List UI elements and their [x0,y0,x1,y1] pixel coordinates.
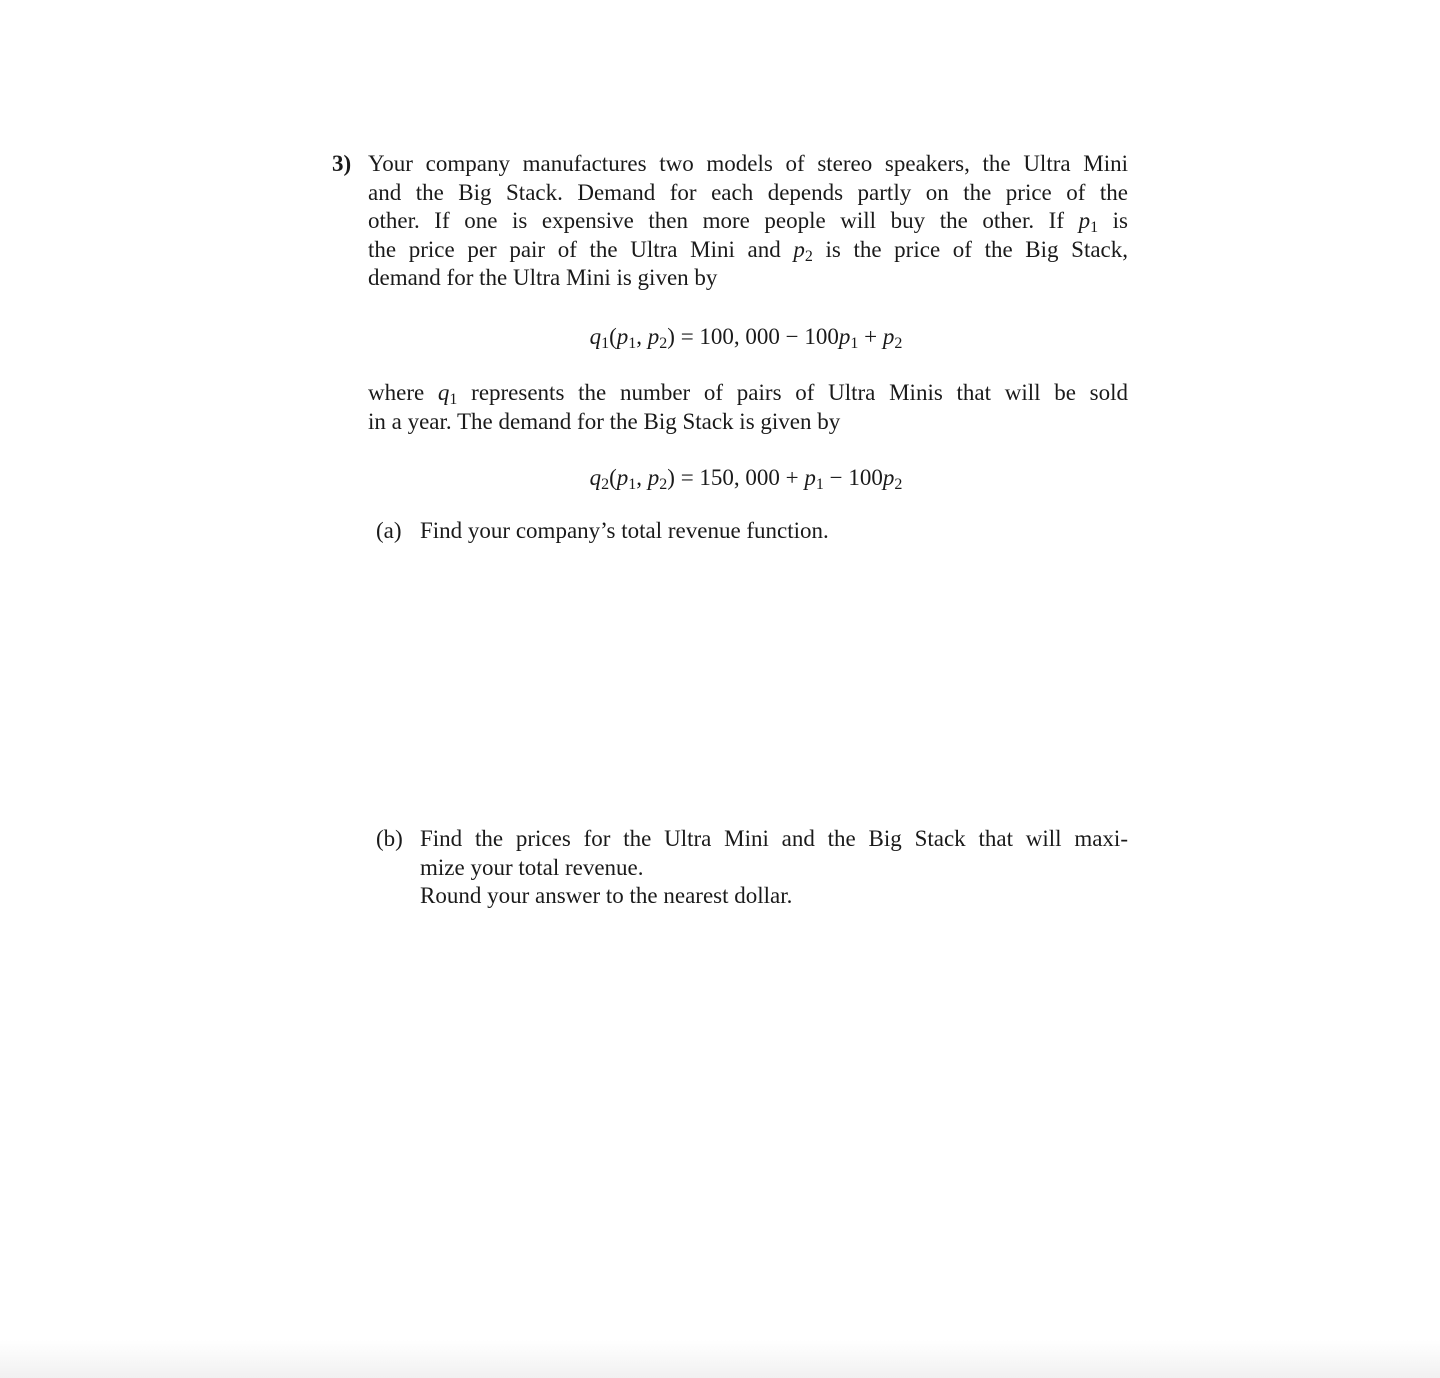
var-p1: $p_1$ [1078,208,1099,236]
part-b-line-2: mize your total revenue. [420,854,644,880]
intro-line-4-text: the price per pair of the Ultra Mini and [368,236,781,262]
equation-q2: $q_2(p_1$, $p_2) = 150$, $000 + p_1 - 100p_2$ [589,465,903,493]
page-bottom-shadow [0,1340,1440,1378]
var-p2: $p_2$ [793,236,813,265]
part-a-label: (a) [376,518,402,543]
part-a-text: Find your company’s total revenue function. [420,518,829,543]
problem-intro [368,150,1128,293]
middle-line-2: in a year. The demand for the Big Stack is given by [368,408,841,434]
intro-line-3 [368,207,1128,236]
intro-line-4 [368,236,1128,265]
problem-middle [368,379,1128,436]
intro-line-2: and the Big Stack. Demand for each depends partly on the price of the [368,179,1128,205]
var-q1: $q_1$ [437,380,458,408]
intro-line-4-tail: is the price of the Big Stack, [825,236,1129,262]
part-b-text [420,825,1128,911]
part-b-label: (b) [376,826,403,851]
intro-line-5: demand for the Ultra Mini is given by [368,265,718,290]
intro-line-1: Your company manufactures two models of stereo speakers, the Ultra Mini [368,151,1128,176]
part-b-line-1: Find the prices for the Ultra Mini and the Big Stack that will maxi- [420,826,1128,851]
equation-q1: $q_1(p_1$, $p_2) = 100$, $000 - 100p_1 + p_2$ [589,324,903,352]
middle-line-1: where $q_1$ represents the number of pairs of Ultra Minis that will be sold [368,380,1129,408]
problem-number: 3) [332,151,352,176]
part-b-line-3: Round your answer to the nearest dollar. [420,883,793,908]
intro-line-3-tail: is [1112,208,1129,233]
intro-line-3-text: other. If one is expensive then more people will buy the other. If [368,208,1065,233]
